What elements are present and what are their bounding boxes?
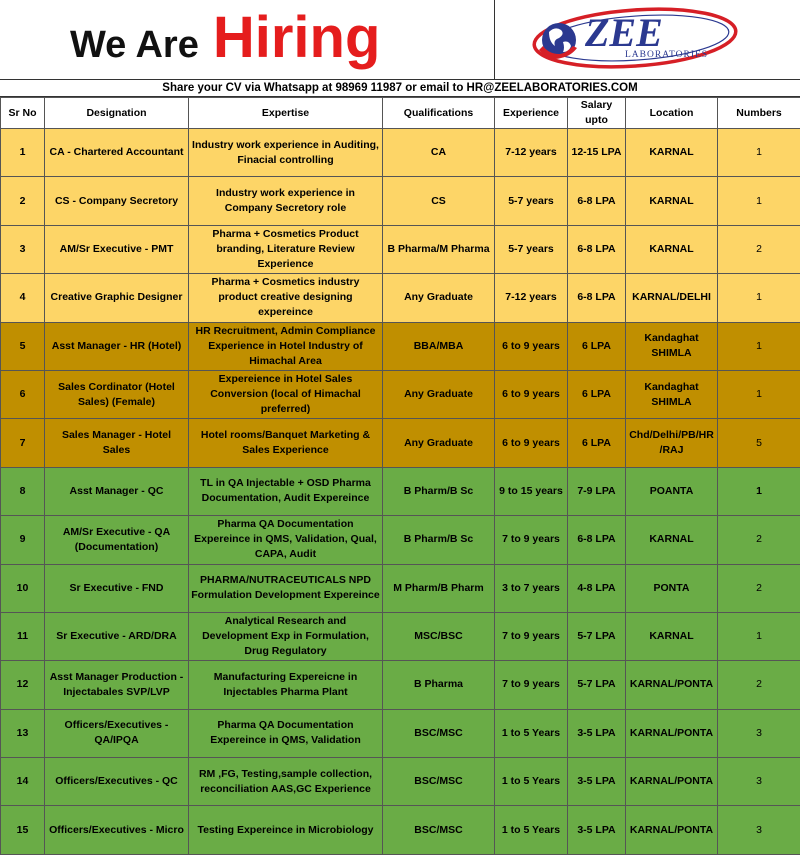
cell-salary: 3-5 LPA [568,709,626,757]
table-row [1,129,800,177]
cell-expertise: PHARMA/NUTRACEUTICALS NPD Formulation Development Expereince [189,564,383,612]
cell-designation: CA - Chartered Accountant [45,129,189,177]
cell-qualifications: BSC/MSC [383,709,495,757]
cell-sr-no: 12 [1,661,45,709]
cell-designation: Officers/Executives - QC [45,758,189,806]
cell-designation: CS - Company Secretory [45,177,189,225]
zee-laboratories-logo [527,2,739,74]
cell-experience: 1 to 5 Years [495,806,568,854]
cell-numbers: 1 [718,177,800,225]
cell-designation: Asst Manager Production - Injectabales SVP/LVP [45,661,189,709]
table-row [1,322,800,370]
cell-experience: 6 to 9 years [495,322,568,370]
cell-salary: 4-8 LPA [568,564,626,612]
cell-location: KARNAL/DELHI [626,274,718,322]
cell-salary: 5-7 LPA [568,612,626,660]
cell-sr-no: 8 [1,467,45,515]
cell-designation: Asst Manager - HR (Hotel) [45,322,189,370]
cell-sr-no: 6 [1,370,45,418]
cell-expertise: RM ,FG, Testing,sample collection, reconciliation AAS,GC Experience [189,758,383,806]
cell-salary: 6-8 LPA [568,177,626,225]
cell-experience: 6 to 9 years [495,419,568,467]
cell-expertise: Expereience in Hotel Sales Conversion (local of Himachal preferred) [189,370,383,418]
cell-qualifications: MSC/BSC [383,612,495,660]
cell-expertise: Hotel rooms/Banquet Marketing & Sales Experience [189,419,383,467]
cell-experience: 9 to 15 years [495,467,568,515]
table-row [1,806,800,854]
header-experience: Experience [495,98,568,129]
table-row [1,370,800,418]
cell-designation: Officers/Executives - Micro [45,806,189,854]
table-row [1,758,800,806]
cell-expertise: Industry work experience in Company Secretory role [189,177,383,225]
cell-location: KARNAL [626,225,718,273]
cell-expertise: Analytical Research and Development Exp in Formulation, Drug Regulatory [189,612,383,660]
cell-expertise: Industry work experience in Auditing, Finacial controlling [189,129,383,177]
cell-sr-no: 2 [1,177,45,225]
cell-designation: Officers/Executives - QA/IPQA [45,709,189,757]
cell-sr-no: 14 [1,758,45,806]
cell-numbers: 3 [718,758,800,806]
cell-numbers: 1 [718,274,800,322]
cell-numbers: 2 [718,516,800,564]
cell-salary: 6 LPA [568,419,626,467]
cell-qualifications: B Pharm/B Sc [383,516,495,564]
cell-salary: 6 LPA [568,322,626,370]
cell-experience: 3 to 7 years [495,564,568,612]
cell-numbers: 1 [718,467,800,515]
header-salary: Salary upto [568,98,626,129]
cell-experience: 7-12 years [495,129,568,177]
logo-laboratories-text: LABORATORIES [625,50,708,60]
cell-expertise: Manufacturing Expereicne in Injectables Pharma Plant [189,661,383,709]
cell-numbers: 2 [718,225,800,273]
cell-qualifications: BSC/MSC [383,806,495,854]
cell-experience: 7 to 9 years [495,612,568,660]
banner-divider [494,0,495,80]
table-row [1,709,800,757]
share-cv-line: Share your CV via Whatsapp at 98969 11987 or email to HR@ZEELABORATORIES.COM [0,80,800,97]
cell-location: Chd/Delhi/PB/HR /RAJ [626,419,718,467]
cell-location: POANTA [626,467,718,515]
cell-sr-no: 4 [1,274,45,322]
cell-experience: 7-12 years [495,274,568,322]
cell-expertise: Pharma + Cosmetics industry product creative designing expereince [189,274,383,322]
hiring-text: Hiring [213,4,381,71]
cell-designation: Sales Manager - Hotel Sales [45,419,189,467]
cell-designation: Sr Executive - FND [45,564,189,612]
cell-expertise: Pharma + Cosmetics Product branding, Literature Review Experience [189,225,383,273]
cell-location: KARNAL [626,612,718,660]
cell-sr-no: 5 [1,322,45,370]
cell-sr-no: 13 [1,709,45,757]
header-qualifications: Qualifications [383,98,495,129]
header-designation: Designation [45,98,189,129]
cell-designation: Sales Cordinator (Hotel Sales) (Female) [45,370,189,418]
cell-sr-no: 9 [1,516,45,564]
header-location: Location [626,98,718,129]
cell-qualifications: BBA/MBA [383,322,495,370]
cell-location: KARNAL/PONTA [626,661,718,709]
cell-location: KARNAL/PONTA [626,806,718,854]
cell-salary: 3-5 LPA [568,758,626,806]
table-row [1,274,800,322]
cell-experience: 5-7 years [495,177,568,225]
cell-qualifications: B Pharma [383,661,495,709]
we-are-text: We Are [70,24,199,67]
cell-location: KARNAL [626,516,718,564]
cell-designation: Creative Graphic Designer [45,274,189,322]
job-openings-table [0,97,800,855]
cell-experience: 5-7 years [495,225,568,273]
cell-numbers: 1 [718,129,800,177]
table-row [1,612,800,660]
cell-designation: AM/Sr Executive - PMT [45,225,189,273]
cell-expertise: TL in QA Injectable + OSD Pharma Documentation, Audit Expereince [189,467,383,515]
hiring-banner [0,0,800,80]
cell-expertise: HR Recruitment, Admin Compliance Experience in Hotel Industry of Himachal Area [189,322,383,370]
cell-location: Kandaghat SHIMLA [626,322,718,370]
cell-sr-no: 7 [1,419,45,467]
cell-location: KARNAL/PONTA [626,709,718,757]
cell-salary: 6-8 LPA [568,274,626,322]
cell-salary: 3-5 LPA [568,806,626,854]
table-row [1,516,800,564]
cell-salary: 12-15 LPA [568,129,626,177]
logo-zee-text: ZEE [584,10,663,55]
cell-numbers: 5 [718,419,800,467]
cell-qualifications: Any Graduate [383,274,495,322]
cell-numbers: 3 [718,709,800,757]
cell-qualifications: BSC/MSC [383,758,495,806]
cell-qualifications: M Pharm/B Pharm [383,564,495,612]
cell-numbers: 2 [718,661,800,709]
table-row [1,225,800,273]
cell-qualifications: CA [383,129,495,177]
cell-salary: 6-8 LPA [568,225,626,273]
cell-location: PONTA [626,564,718,612]
cell-numbers: 3 [718,806,800,854]
table-row [1,177,800,225]
cell-numbers: 2 [718,564,800,612]
cell-salary: 6 LPA [568,370,626,418]
cell-location: KARNAL/PONTA [626,758,718,806]
cell-numbers: 1 [718,322,800,370]
cell-expertise: Pharma QA Documentation Expereince in QMS, Validation, Qual, CAPA, Audit [189,516,383,564]
cell-location: KARNAL [626,177,718,225]
cell-location: KARNAL [626,129,718,177]
cell-numbers: 1 [718,370,800,418]
cell-expertise: Pharma QA Documentation Expereince in QMS, Validation [189,709,383,757]
cell-sr-no: 11 [1,612,45,660]
cell-experience: 1 to 5 Years [495,709,568,757]
cell-salary: 5-7 LPA [568,661,626,709]
cell-expertise: Testing Expereince in Microbiology [189,806,383,854]
cell-sr-no: 3 [1,225,45,273]
table-header-row [1,98,800,129]
cell-experience: 6 to 9 years [495,370,568,418]
table-row [1,661,800,709]
cell-numbers: 1 [718,612,800,660]
cell-qualifications: B Pharm/B Sc [383,467,495,515]
cell-qualifications: Any Graduate [383,370,495,418]
cell-qualifications: Any Graduate [383,419,495,467]
table-row [1,467,800,515]
cell-designation: AM/Sr Executive - QA (Documentation) [45,516,189,564]
cell-designation: Sr Executive - ARD/DRA [45,612,189,660]
cell-location: Kandaghat SHIMLA [626,370,718,418]
cell-experience: 7 to 9 years [495,661,568,709]
cell-qualifications: CS [383,177,495,225]
table-row [1,419,800,467]
cell-designation: Asst Manager - QC [45,467,189,515]
cell-sr-no: 1 [1,129,45,177]
cell-salary: 6-8 LPA [568,516,626,564]
header-numbers: Numbers [718,98,800,129]
cell-experience: 1 to 5 Years [495,758,568,806]
cell-qualifications: B Pharma/M Pharma [383,225,495,273]
header-sr-no: Sr No [1,98,45,129]
table-row [1,564,800,612]
hiring-headline [70,4,380,76]
cell-experience: 7 to 9 years [495,516,568,564]
header-expertise: Expertise [189,98,383,129]
cell-sr-no: 15 [1,806,45,854]
cell-sr-no: 10 [1,564,45,612]
cell-salary: 7-9 LPA [568,467,626,515]
